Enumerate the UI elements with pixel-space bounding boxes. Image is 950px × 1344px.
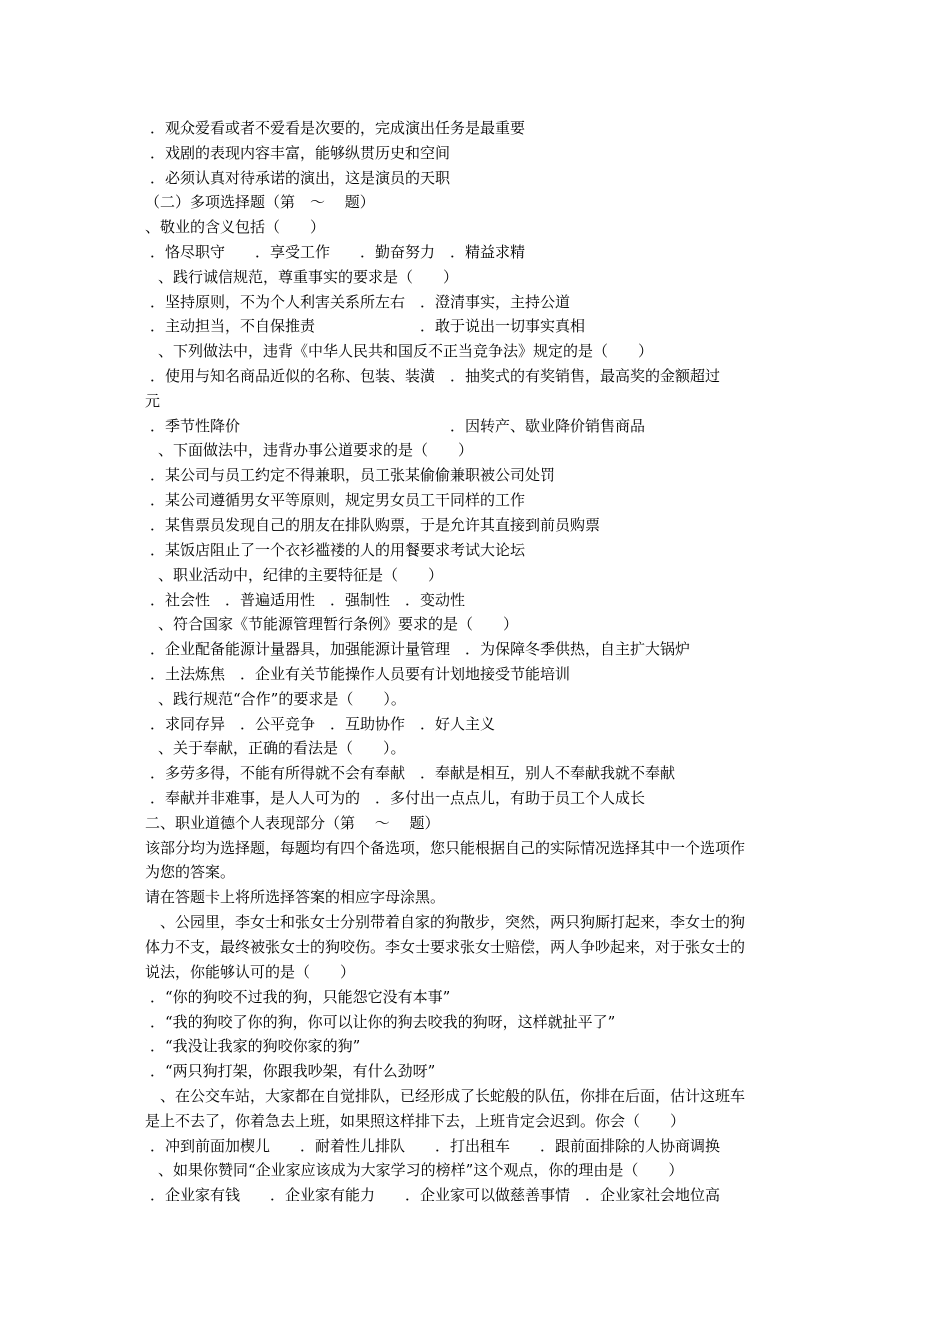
option-line: ．土法炼焦 ．企业有关节能操作人员要有计划地接受节能培训 (150, 665, 571, 683)
question-line: 、敬业的含义包括（ ） (145, 218, 326, 236)
option-line-continued: 元 (145, 392, 161, 410)
option-line: ．多劳多得，不能有所得就不会有奉献 ．奉献是相互，别人不奉献我就不奉献 (150, 764, 676, 782)
question-line: 、在公交车站，大家都在自觉排队，已经形成了长蛇般的队伍，你排在后面，估计这班车 (145, 1087, 746, 1105)
question-line: 、职业活动中，纪律的主要特征是（ ） (158, 566, 444, 584)
question-line: 、践行诚信规范，尊重事实的要求是（ ） (158, 268, 459, 286)
instruction-text: 请在答题卡上将所选择答案的相应字母涂黑。 (145, 888, 446, 906)
question-line: 、下列做法中，违背《中华人民共和国反不正当竞争法》规定的是（ ） (158, 342, 654, 360)
question-line: 、符合国家《节能源管理暂行条例》要求的是（ ） (158, 615, 519, 633)
question-line: 、下面做法中，违背办事公道要求的是（ ） (158, 441, 474, 459)
option-line: ．“我的狗咬了你的狗，你可以让你的狗去咬我的狗呀，这样就扯平了” (150, 1013, 616, 1031)
option-line: ．企业配备能源计量器具，加强能源计量管理 ．为保障冬季供热，自主扩大锅炉 (150, 640, 691, 658)
option-line: ．戏剧的表现内容丰富，能够纵贯历史和空间 (150, 144, 451, 162)
option-line: ．奉献并非难事，是人人可为的 ．多付出一点点儿，有助于员工个人成长 (150, 789, 646, 807)
option-line: ．企业家有钱 ．企业家有能力 ．企业家可以做慈善事情 ．企业家社会地位高 (150, 1186, 721, 1204)
question-line: 体力不支，最终被张女士的狗咬伤。李女士要求张女士赔偿，两人争吵起来，对于张女士的 (145, 938, 746, 956)
instruction-text: 为您的答案。 (145, 863, 236, 881)
question-line: 、公园里，李女士和张女士分别带着自家的狗散步，突然，两只狗厮打起来，李女士的狗 (145, 913, 746, 931)
option-line: ．“两只狗打架，你跟我吵架，有什么劲呀” (150, 1062, 436, 1080)
question-line: 、关于奉献，正确的看法是（ ）。 (158, 739, 406, 757)
option-line: ．某公司遵循男女平等原则，规定男女员工干同样的工作 (150, 491, 526, 509)
option-line: ．恪尽职守 ．享受工作 ．勤奋努力 ．精益求精 (150, 243, 526, 261)
option-line: ．“你的狗咬不过我的狗，只能怨它没有本事” (150, 988, 451, 1006)
option-line: ．某公司与员工约定不得兼职，员工张某偷偷兼职被公司处罚 (150, 466, 556, 484)
option-line: ．季节性降价 ．因转产、歇业降价销售商品 (150, 417, 646, 435)
option-line: ．使用与知名商品近似的名称、包装、装潢 ．抽奖式的有奖销售，最高奖的金额超过 (150, 367, 721, 385)
option-line: ．必须认真对待承诺的演出，这是演员的天职 (150, 169, 451, 187)
section-heading: （二）多项选择题（第 ～ 题） (145, 193, 375, 211)
option-line: ．冲到前面加楔儿 ．耐着性儿排队 ．打出租车 ．跟前面排除的人协商调换 (150, 1137, 721, 1155)
question-line: 是上不去了，你着急去上班，如果照这样排下去，上班肯定会迟到。你会（ ） (145, 1112, 686, 1130)
option-line: ．社会性 ．普遍适用性 ．强制性 ．变动性 (150, 591, 466, 609)
option-line: ．主动担当，不自保推责 ．敢于说出一切事实真相 (150, 317, 586, 335)
question-line: 、践行规范“合作”的要求是（ ）。 (158, 690, 406, 708)
option-line: ．观众爱看或者不爱看是次要的，完成演出任务是最重要 (150, 119, 526, 137)
question-line: 、如果你赞同“企业家应该成为大家学习的榜样”这个观点，你的理由是（ ） (158, 1161, 684, 1179)
option-line: ．“我没让我家的狗咬你家的狗” (150, 1037, 361, 1055)
option-line: ．求同存异 ．公平竞争 ．互助协作 ．好人主义 (150, 715, 496, 733)
question-line: 说法，你能够认可的是（ ） (145, 963, 356, 981)
option-line: ．某售票员发现自己的朋友在排队购票，于是允许其直接到前员购票 (150, 516, 601, 534)
option-line: ．某饭店阻止了一个衣衫褴褛的人的用餐要求考试大论坛 (150, 541, 526, 559)
instruction-text: 该部分均为选择题，每题均有四个备选项，您只能根据自己的实际情况选择其中一个选项作 (145, 839, 746, 857)
section-heading: 二、职业道德个人表现部分（第 ～ 题） (145, 814, 440, 832)
option-line: ．坚持原则，不为个人利害关系所左右 ．澄清事实，主持公道 (150, 293, 571, 311)
